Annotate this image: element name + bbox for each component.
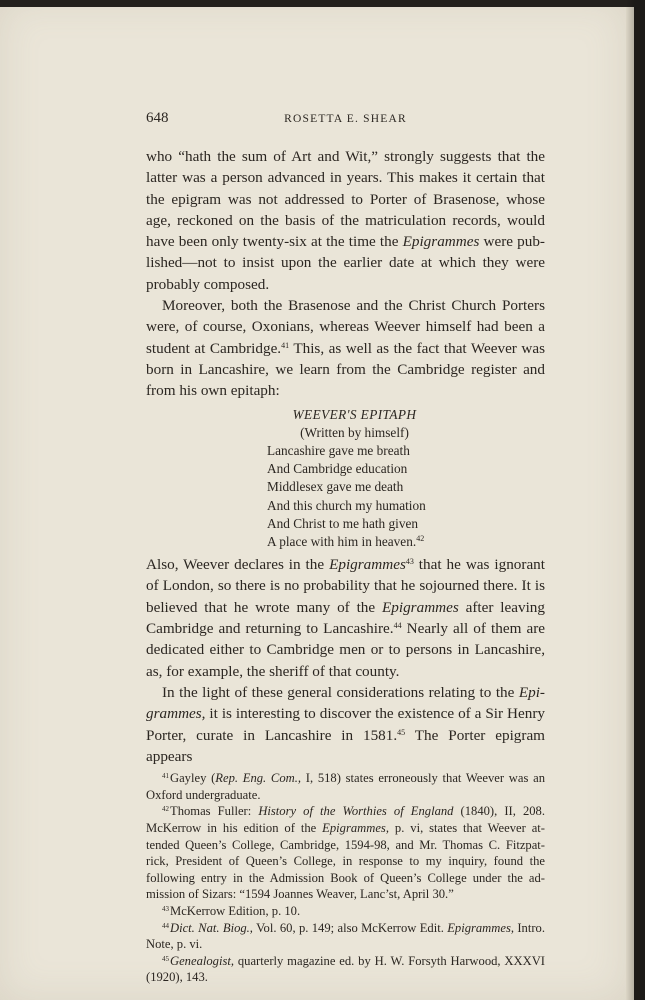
italic-title: Epi-grammes, (146, 683, 545, 723)
poem-line-last (146, 533, 545, 551)
scan-right-edge (634, 0, 645, 1000)
text-run: In the light of these general considerations relating to the (162, 683, 519, 701)
italic-title: Epigrammes, (322, 820, 389, 835)
paragraph-2 (146, 295, 545, 401)
poem-line: And this church my humation (267, 497, 426, 513)
paragraph-3 (146, 554, 545, 682)
page-number: 648 (146, 110, 169, 126)
text-run: it is interesting to discover the existence of a Sir Henry Porter, curate in Lancashire in 1581. (146, 705, 545, 744)
italic-title: Epigrammes, (447, 920, 515, 935)
text-run: who “hath the sum of Art and Wit,” strongly suggests that the latter was a person advanced in years. This makes it certain that the epigram was not addressed to Porter of Brasenose, whose age, reckoned on the basis of the matriculation records, would have been only twenty-six at the time the (146, 148, 545, 251)
paragraph-4 (146, 682, 545, 767)
footnote-ref[interactable]: 42 (416, 533, 425, 543)
text-run: (1840), II, 208. McKerrow in his edition of the (146, 804, 546, 835)
footnote-42 (146, 803, 545, 903)
footnote-ref[interactable]: 44 (393, 621, 402, 631)
poem-line: And Cambridge education (267, 461, 408, 477)
scan-top-edge (0, 0, 645, 7)
text-run: Intro. Note, p. vi. (146, 920, 545, 952)
text-run: that he was ignorant of London, so there is no probability that he sojourned there. It is believed that he wrote many of the (146, 556, 545, 616)
italic-title: Epigrammes (382, 598, 459, 616)
italic-title: History of the Worthies of England (258, 804, 454, 819)
poem-line: Middlesex gave me death (267, 479, 404, 495)
poem-line-text: A place with him in heaven. (267, 533, 417, 549)
page-header (146, 110, 545, 130)
paragraph-1 (146, 146, 545, 295)
text-run: were pub-lished—not to insist upon the earlier date at which they were probably composed. (146, 233, 545, 293)
footnote-ref[interactable]: 43 (405, 557, 414, 567)
text-run: This, as well as the fact that Weever was born in Lancashire, we learn from the Cambridge register and from his own epitaph: (146, 339, 545, 400)
text-run: after leaving Cambridge and returning to Lancashire. (146, 598, 545, 638)
text-run: McKerrow Edition, p. 10. (170, 903, 301, 918)
poem-line: Lancashire gave me breath (267, 442, 410, 458)
footnote-ref[interactable]: 41 (281, 340, 290, 350)
epitaph-poem (146, 406, 545, 552)
text-run: Also, Weever declares in the (146, 556, 330, 574)
footnote-number: 41 (162, 772, 169, 781)
italic-title: Rep. Eng. Com., (215, 771, 302, 786)
text-run: p. vi, states that Weever at-tended Queen’s College, Cambridge, 1594-98, and Mr. Thomas C. Fitzpat-rick, President of Queen’s College, in response to my inquiry, found the following entry in the Admission Book of Queen’s College under the ad-mission of Sizars: “1594 Joannes Weaver, Lanc’st, April 30.” (146, 820, 545, 902)
text-run: Nearly all of them are dedicated either to Cambridge men or to persons in Lancashire, as, for example, the sheriff of that county. (146, 620, 546, 680)
poem-subtitle: (Written by himself) (300, 424, 409, 440)
poem-title: WEEVER'S EPITAPH (292, 406, 417, 422)
poem-line: And Christ to me hath given (267, 515, 419, 531)
footnote-43 (146, 903, 545, 920)
text-run: Moreover, both the Brasenose and the Christ Church Porters were, of course, Oxonians, whereas Weever himself had been a student at Cambridge. (146, 297, 545, 357)
page-edge-shadow (626, 0, 634, 1000)
footnotes (146, 770, 545, 986)
italic-title: Genealogist, (170, 953, 235, 968)
text-run: Vol. 60, p. 149; also McKerrow Edit. (252, 920, 448, 935)
italic-title: Dict. Nat. Biog., (170, 920, 253, 935)
italic-title: Epigrammes (329, 556, 406, 574)
text-run: The Porter epigram appears (146, 726, 545, 765)
text-run: I, 518) states erroneously that Weever was an Oxford undergraduate. (146, 771, 545, 802)
footnote-number: 43 (162, 904, 169, 913)
text-run: Thomas Fuller: (170, 804, 259, 819)
footnote-ref[interactable]: 45 (397, 727, 406, 737)
text-run: Gayley ( (170, 771, 216, 786)
footnote-number: 45 (162, 954, 169, 963)
italic-title: Epigrammes (402, 233, 480, 251)
text-run: quarterly magazine ed. by H. W. Forsyth Harwood, XXXVI (1920), 143. (146, 953, 545, 985)
footnote-number: 42 (162, 805, 169, 814)
footnote-44 (146, 920, 545, 953)
footnote-number: 44 (162, 921, 169, 930)
main-text (146, 146, 545, 986)
footnote-45 (146, 953, 545, 986)
running-head: ROSETTA E. SHEAR (284, 113, 407, 125)
footnote-41 (146, 770, 545, 803)
